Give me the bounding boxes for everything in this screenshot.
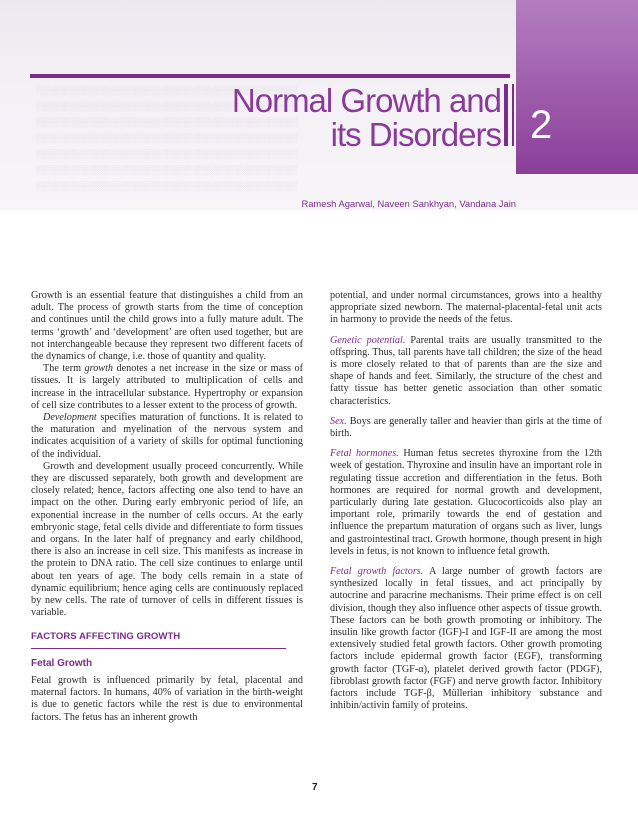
title-divider-bar-thin <box>512 84 514 146</box>
background-texture: ░░░░░░░░░░░░░░░░░░░░░░░░░░░░░░░░░░░░░░░░░ <box>36 133 298 143</box>
paragraph: The term growth denotes a net increase in the size or mass of tissues. It is largely attributed to multiplication of cells and increase in the intracellular substance. Hypertrophy or expansion of cell size contributes to a lesser extent to the process of growth. <box>31 363 304 411</box>
background-texture: ░░░░░░░░░░░░░░░░░░░░░░░░░░░░░░░░░░░░░░░░░ <box>36 165 298 175</box>
section-heading-rule <box>31 648 286 649</box>
paragraph: Fetal growth is influenced primarily by fetal, placental and maternal factors. In humans, 40% of variation in the birth-weight is due to genetic factors while the rest is due to environmental factors. The fetus has an inherent growth <box>31 674 303 723</box>
chapter-title-line-1: Normal Growth and <box>231 82 501 119</box>
paragraph: Genetic potential. Parental traits are usually transmitted to the offspring. Thus, tall parents have tall children; the size of the head is more closely related to that of parents than are the size and shape of hands and feet. Similarly, the structure of the chest and fatty tissue has better genetic association than other somatic characteristics. <box>330 334 602 407</box>
subheading: Fetal Growth <box>31 657 93 669</box>
background-texture: ░░░░░░░░░░░░░░░░░░░░░░░░░░░░░░░░░░░░░░░░░ <box>36 149 298 159</box>
run-in-heading: Fetal growth factors. <box>330 566 424 578</box>
page-number: 7 <box>312 782 318 793</box>
paragraph: Sex. Boys are generally taller and heavier than girls at the time of birth. <box>330 415 602 440</box>
term-growth: growth <box>84 363 114 375</box>
chapter-number: 2 <box>530 103 553 147</box>
run-in-heading: Fetal hormones. <box>330 448 399 460</box>
left-column <box>31 290 303 724</box>
paragraph: Growth and development usually proceed concurrently. While they are discussed separately, both growth and development are closely related; hence, factors affecting one also tend to have an impact on the other. During early embryonic period of life, an exponential increase in the number of cells occurs. At the early embryonic stage, fetal cells divide and differentiate to form tissues and organs. In the later half of pregnancy and early childhood, there is also an increase in cell size. This manifests as increase in the protein to DNA ratio. The cell size continues to enlarge until about ten years of age. The body cells remain in a state of dynamic equilibrium; hence aging cells are continuously replaced by new cells. The rate of turnover of cells in different tissues is variable. <box>31 460 303 619</box>
background-texture: ░░░░░░░░░░░░░░░░░░░░░░░░░░░░░░░░░░░░░░░░░ <box>36 117 298 127</box>
right-column <box>330 290 602 713</box>
run-in-heading: Genetic potential. <box>330 334 406 346</box>
section-heading: FACTORS AFFECTING GROWTH <box>31 631 181 643</box>
title-divider-bar <box>504 84 508 146</box>
header-rule <box>30 74 510 78</box>
paragraph: Fetal hormones. Human fetus secretes thyroxine from the 12th week of gestation. Thyroxine and insulin have an important role in regulating tissue accretion and differentiation in the fetus. Both hormones are required for normal growth and development, particularly during late gestation. Glucocorticoids also play an important role, primarily towards the end of gestation and influence the prepartum maturation of organs such as liver, lungs and gastrointestinal tract. Growth hormone, though present in high levels in fetus, is not known to influence fetal growth. <box>330 448 603 557</box>
background-texture: ░░░░░░░░░░░░░░░░░░░░░░░░░░░░░░░░░░░░░░░░░ <box>36 181 298 191</box>
run-in-heading: Sex. <box>330 415 347 427</box>
chapter-title-line-2: its Disorders <box>330 116 501 153</box>
chapter-authors: Ramesh Agarwal, Naveen Sankhyan, Vandana Jain <box>301 198 516 209</box>
background-texture: ░░░░░░░░░░░░░░░░░░░░░░░░░░░░░░░░░░░░░░░░░ <box>36 101 298 111</box>
paragraph: Development specifies maturation of functions. It is related to the maturation and myelination of the nervous system and indicates acquisition of a variety of skills for optimal functioning of the individual. <box>31 412 303 460</box>
paragraph: Fetal growth factors. A large number of growth factors are synthesized locally in fetal tissues, and act principally by autocrine and paracrine mechanisms. Their prime effect is on cell division, though they also influence other aspects of tissue growth. These factors can be both growth promoting or inhibitory. The insulin like growth factor (IGF)-I and IGF-II are among the most extensively studied fetal growth factors. Other growth promoting factors include epidermal growth factor (EGF), transforming growth factor (TGF-α), platelet derived growth factor (PDGF), fibroblast growth factor (FGF) and nerve growth factor. Inhibitory factors include TGF-β, Müllerian inhibitory substance and inhibin/activin family of proteins. <box>330 566 602 712</box>
term-development: Development <box>43 412 97 424</box>
paragraph: Growth is an essential feature that distinguishes a child from an adult. The process of growth starts from the time of conception and continues until the child grows into a fully mature adult. The terms ‘growth’ and ‘development’ are often used together, but are not interchangeable because they represent two different facets of the dynamics of change, i.e. those of quantity and quality. <box>31 290 303 363</box>
background-texture: ░░░░░░░░░░░░░░░░░░░░░░░░░░░░░░░░░░░░░░░░░ <box>36 85 298 95</box>
paragraph: potential, and under normal circumstances, grows into a healthy appropriate sized newborn. The maternal-placental-fetal unit acts in harmony to provide the needs of the fetus. <box>330 290 602 326</box>
